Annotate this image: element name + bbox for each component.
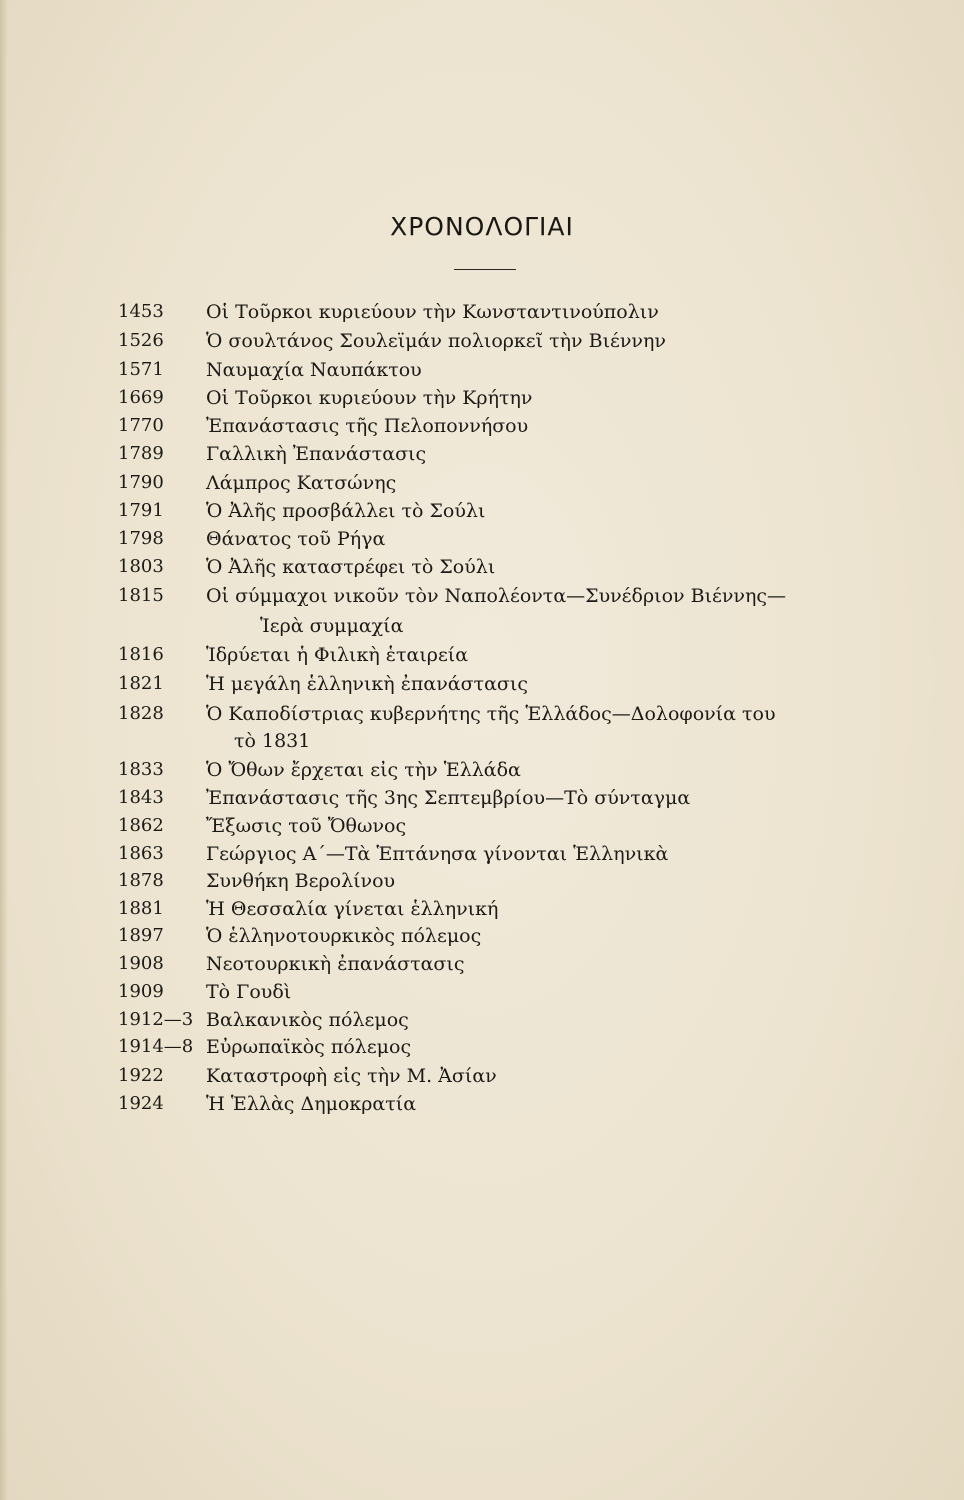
page-title: ΧΡΟΝΟΛΟΓΙΑΙ <box>390 212 574 241</box>
entry-year: 1909 <box>118 981 164 1002</box>
entry-text: Εὐρωπαϊκὸς πόλεμος <box>206 1036 412 1058</box>
entry-year: 1924 <box>118 1093 164 1114</box>
entry-text: Ναυμαχία Ναυπάκτου <box>206 359 422 381</box>
entry-text: Ἱδρύεται ἡ Φιλικὴ ἑταιρεία <box>206 644 469 666</box>
entry-year: 1770 <box>118 415 164 436</box>
entry-text: Ἐπανάστασις τῆς Πελοποννήσου <box>206 415 529 437</box>
entry-year: 1843 <box>118 787 164 808</box>
chronology-entry <box>0 440 964 468</box>
entry-text: Ἡ Ἑλλὰς Δημοκρατία <box>206 1093 417 1115</box>
entry-year: 1789 <box>118 443 164 464</box>
entry-year: 1862 <box>118 815 164 836</box>
entry-year: 1453 <box>118 301 164 322</box>
entry-text: Ὁ ἑλληνοτουρκικὸς πόλεμος <box>206 925 482 947</box>
chronology-entry <box>0 840 964 868</box>
chronology-entry-continuation <box>0 612 964 640</box>
entry-year: 1897 <box>118 925 164 946</box>
entry-text: Ἡ μεγάλη ἑλληνικὴ ἐπανάστασις <box>206 673 528 695</box>
entry-year: 1526 <box>118 330 164 351</box>
chronology-entry <box>0 582 964 610</box>
chronology-entry <box>0 641 964 669</box>
entry-text: Γεώργιος Α΄—Τὰ Ἑπτάνησα γίνονται Ἑλληνικὰ <box>206 843 669 865</box>
entry-text-continuation: τὸ 1831 <box>234 730 311 752</box>
entry-year: 1881 <box>118 898 164 919</box>
chronology-entry <box>0 784 964 812</box>
chronology-entry-continuation <box>0 727 964 755</box>
chronology-entry <box>0 670 964 698</box>
entry-year: 1816 <box>118 644 164 665</box>
chronology-entry <box>0 525 964 553</box>
chronology-entry <box>0 298 964 326</box>
entry-text: Ὁ Ἀλῆς προσβάλλει τὸ Σούλι <box>206 500 486 522</box>
entry-year: 1571 <box>118 359 164 380</box>
entry-text: Καταστροφὴ εἰς τὴν Μ. Ἀσίαν <box>206 1065 497 1087</box>
entry-text: Γαλλικὴ Ἐπανάστασις <box>206 443 427 465</box>
chronology-entry <box>0 1006 964 1034</box>
entry-year: 1912—3 <box>118 1009 194 1030</box>
entry-year: 1914—8 <box>118 1036 194 1057</box>
chronology-entry <box>0 327 964 355</box>
chronology-entry <box>0 356 964 384</box>
chronology-entry <box>0 700 964 728</box>
chronology-entry <box>0 978 964 1006</box>
entry-year: 1790 <box>118 472 164 493</box>
entry-text: Ὁ Καποδίστριας κυβερνήτης τῆς Ἑλλάδος—Δολοφονία του <box>206 703 776 725</box>
entry-text: Οἱ σύμμαχοι νικοῦν τὸν Ναπολέοντα—Συνέδριον Βιέννης— <box>206 585 786 607</box>
entry-text: Ὁ σουλτάνος Σουλεϊμάν πολιορκεῖ τὴν Βιέννην <box>206 330 666 352</box>
entry-text: Ὁ Ὄθων ἔρχεται εἰς τὴν Ἑλλάδα <box>206 759 521 781</box>
entry-year: 1828 <box>118 703 164 724</box>
entry-year: 1863 <box>118 843 164 864</box>
entry-text: Ἡ Θεσσαλία γίνεται ἑλληνική <box>206 898 499 920</box>
chronology-entry <box>0 895 964 923</box>
chronology-entry <box>0 553 964 581</box>
entry-text: Συνθήκη Βερολίνου <box>206 870 396 892</box>
chronology-entry <box>0 812 964 840</box>
chronology-entry <box>0 497 964 525</box>
entry-text: Λάμπρος Κατσώνης <box>206 472 397 494</box>
entry-text: Νεοτουρκικὴ ἐπανάστασις <box>206 953 465 975</box>
entry-year: 1815 <box>118 585 164 606</box>
chronology-entry <box>0 867 964 895</box>
chronology-entry <box>0 1033 964 1061</box>
entry-text: Ἐπανάστασις τῆς 3ης Σεπτεμβρίου—Τὸ σύνταγμα <box>206 787 691 809</box>
chronology-entry <box>0 950 964 978</box>
entry-text: Τὸ Γουδὶ <box>206 981 292 1003</box>
chronology-entry <box>0 756 964 784</box>
entry-year: 1803 <box>118 556 164 577</box>
chronology-entry <box>0 922 964 950</box>
chronology-entry <box>0 384 964 412</box>
entry-year: 1821 <box>118 673 164 694</box>
entry-text: Βαλκανικὸς πόλεμος <box>206 1009 409 1031</box>
entry-text: Οἱ Τοῦρκοι κυριεύουν τὴν Κρήτην <box>206 387 533 409</box>
entry-text-continuation: Ἱερὰ συμμαχία <box>260 615 404 637</box>
chronology-entry <box>0 1062 964 1090</box>
entry-year: 1878 <box>118 870 164 891</box>
chronology-entry <box>0 412 964 440</box>
entry-text: Ὁ Ἀλῆς καταστρέφει τὸ Σούλι <box>206 556 496 578</box>
entry-year: 1669 <box>118 387 164 408</box>
entry-text: Οἱ Τοῦρκοι κυριεύουν τὴν Κωνσταντινούπολιν <box>206 301 659 323</box>
entry-year: 1798 <box>118 528 164 549</box>
entry-year: 1791 <box>118 500 164 521</box>
chronology-entry <box>0 1090 964 1118</box>
entry-year: 1908 <box>118 953 164 974</box>
entry-year: 1833 <box>118 759 164 780</box>
entry-year: 1922 <box>118 1065 164 1086</box>
entry-text: Ἔξωσις τοῦ Ὄθωνος <box>206 815 407 837</box>
chronology-entry <box>0 469 964 497</box>
entry-text: Θάνατος τοῦ Ρήγα <box>206 528 386 550</box>
